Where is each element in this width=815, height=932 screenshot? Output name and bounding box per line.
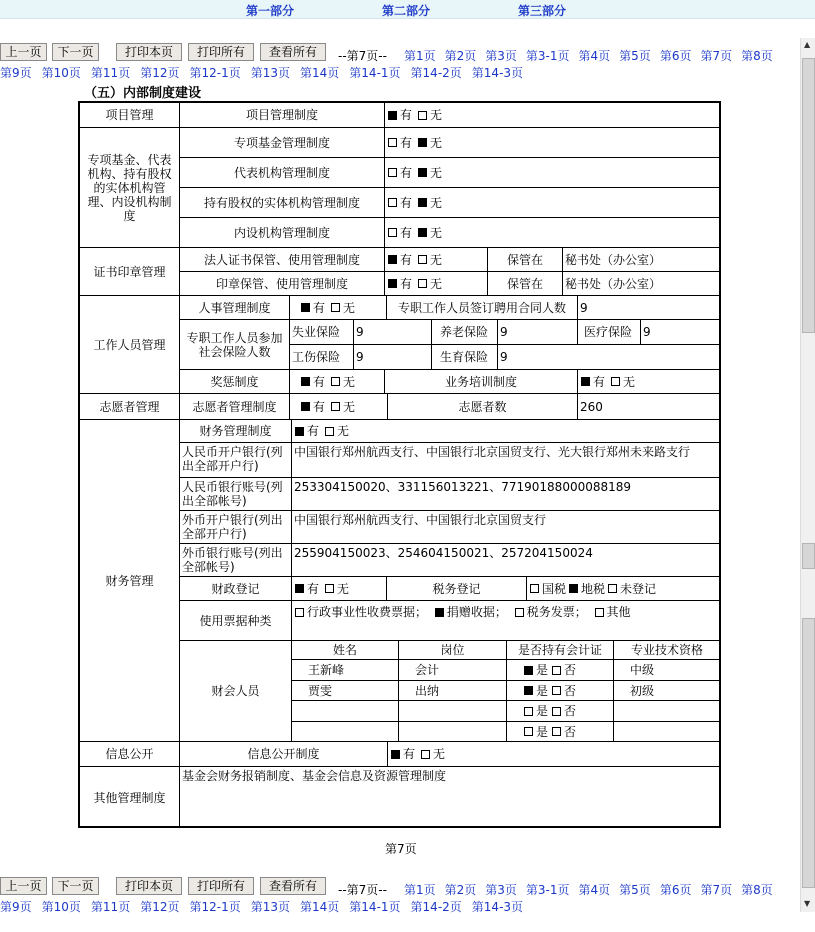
next-page-button[interactable]: 下一页 — [52, 43, 99, 61]
insurance-value: 9 — [498, 320, 578, 345]
item-cell: 持有股权的实体机构管理制度 — [180, 188, 385, 218]
radio-group — [292, 420, 721, 443]
item-cell: 奖惩制度 — [180, 370, 290, 394]
prev-page-button[interactable]: 上一页 — [0, 877, 47, 895]
page-link[interactable]: 第11页 — [90, 900, 131, 914]
no-label: 否 — [564, 663, 577, 677]
yes-label: 有 — [403, 747, 416, 761]
item-cell: 专项基金管理制度 — [180, 128, 385, 158]
guoshui-checkbox[interactable] — [530, 584, 539, 593]
item-cell: 财政登记 — [180, 577, 292, 601]
no-checkbox[interactable] — [552, 707, 561, 716]
volunteer-count-label: 志愿者数 — [388, 394, 578, 420]
yes-checkbox[interactable] — [524, 666, 533, 675]
page-footer: 第7页 — [385, 842, 417, 856]
page-link[interactable]: 第8页 — [741, 883, 773, 897]
yes-checkbox[interactable] — [581, 377, 590, 386]
yes-label: 有 — [400, 252, 413, 267]
current-page-label: --第7页-- — [338, 883, 387, 897]
other-receipt-checkbox[interactable] — [595, 608, 604, 617]
yes-label: 有 — [400, 165, 413, 180]
print-page-button[interactable]: 打印本页 — [116, 877, 182, 895]
rmb-account-label: 人民币银行账号(列出全部帐号) — [180, 478, 292, 511]
unregistered-checkbox[interactable] — [608, 584, 617, 593]
no-label: 无 — [430, 276, 443, 291]
insurance-type: 工伤保险 — [290, 345, 354, 370]
contract-label: 专职工作人员签订聘用合同人数 — [387, 296, 578, 320]
yes-checkbox[interactable] — [388, 228, 397, 237]
yes-label: 有 — [400, 225, 413, 240]
yes-label: 是 — [536, 683, 549, 698]
radio-group — [290, 370, 385, 394]
category-cell: 志愿者管理 — [80, 394, 180, 420]
admin-fee-receipt-checkbox[interactable] — [295, 608, 304, 617]
radio-group — [290, 296, 387, 320]
rmb-bank-value: 中国银行郑州航西支行、中国银行北京国贸支行、光大银行郑州未来路支行 — [292, 443, 721, 478]
yes-checkbox[interactable] — [524, 707, 533, 716]
yes-label: 是 — [536, 704, 549, 718]
page-link[interactable]: 第14页 — [300, 900, 340, 914]
radio-group — [385, 248, 488, 272]
yes-checkbox[interactable] — [388, 279, 397, 288]
no-checkbox[interactable] — [331, 377, 340, 386]
donation-receipt-label: 捐赠收据； — [446, 605, 507, 619]
table-header: 专业技术资格 — [614, 641, 721, 660]
page-link[interactable]: 第10页 — [41, 900, 81, 914]
page-link[interactable]: 第4页 — [578, 49, 611, 63]
page-link[interactable]: 第13页 — [250, 66, 291, 80]
page-link[interactable]: 第11页 — [90, 66, 131, 80]
yes-checkbox[interactable] — [388, 198, 397, 207]
no-checkbox[interactable] — [325, 427, 334, 436]
yes-checkbox[interactable] — [524, 727, 533, 736]
no-checkbox[interactable] — [418, 138, 427, 147]
other-receipt-label: 其他 — [606, 605, 631, 619]
fx-bank-value: 中国银行郑州航西支行、中国银行北京国贸支行 — [292, 511, 721, 544]
yes-label: 有 — [313, 300, 326, 315]
staff-position: 出纳 — [399, 681, 507, 701]
radio-group — [385, 128, 721, 158]
category-cell: 专项基金、代表机构、持有股权的实体机构管理、内设机构制度 — [80, 128, 180, 248]
no-checkbox[interactable] — [418, 168, 427, 177]
category-cell: 财务管理 — [80, 420, 180, 742]
category-cell: 证书印章管理 — [80, 248, 180, 296]
page-link[interactable]: 第7页 — [700, 883, 733, 897]
yes-label: 有 — [593, 374, 606, 389]
yes-checkbox[interactable] — [301, 377, 310, 386]
radio-group — [385, 188, 721, 218]
no-checkbox[interactable] — [418, 228, 427, 237]
no-checkbox[interactable] — [418, 279, 427, 288]
page-link[interactable]: 第3-1页 — [525, 883, 570, 897]
contract-count: 9 — [578, 296, 721, 320]
yes-label: 有 — [307, 424, 320, 438]
cert-radio-group — [507, 722, 614, 742]
print-page-button[interactable]: 打印本页 — [116, 43, 182, 61]
receipt-type-group — [292, 601, 721, 641]
insurance-value: 9 — [641, 320, 721, 345]
category-cell: 信息公开 — [80, 742, 180, 767]
page-link[interactable]: 第10页 — [41, 66, 81, 80]
location-value: 秘书处（办公室） — [563, 272, 721, 296]
page-link[interactable]: 第12页 — [140, 900, 180, 914]
staff-qualification: 初级 — [614, 681, 721, 701]
page-link[interactable]: 第6页 — [659, 883, 692, 897]
no-checkbox[interactable] — [552, 727, 561, 736]
staff-name — [292, 701, 399, 722]
page-link[interactable]: 第8页 — [741, 49, 773, 63]
no-label: 无 — [343, 399, 356, 414]
page-link[interactable]: 第12-1页 — [189, 900, 241, 914]
page-link[interactable]: 第1页 — [404, 49, 436, 63]
item-cell: 税务登记 — [387, 577, 527, 601]
no-label: 否 — [564, 704, 577, 718]
item-cell: 内设机构管理制度 — [180, 218, 385, 248]
scroll-track-upper[interactable] — [802, 58, 815, 333]
yes-checkbox[interactable] — [295, 584, 304, 593]
insurance-label: 专职工作人员参加社会保险人数 — [180, 320, 290, 370]
page-link[interactable]: 第2页 — [444, 883, 477, 897]
no-label: 无 — [430, 108, 443, 122]
tab-part-2[interactable]: 第二部分 — [382, 4, 431, 18]
radio-group — [578, 370, 721, 394]
no-checkbox[interactable] — [331, 303, 340, 312]
fx-bank-label: 外币开户银行(列出全部开户行) — [180, 511, 292, 544]
page-link[interactable]: 第14-3页 — [471, 66, 524, 80]
radio-group — [388, 742, 721, 767]
location-label: 保管在 — [488, 272, 563, 296]
page-link[interactable]: 第12-1页 — [189, 66, 241, 80]
no-checkbox[interactable] — [325, 584, 334, 593]
page-link[interactable]: 第3页 — [485, 883, 517, 897]
fx-account-label: 外币银行账号(列出全部帐号) — [180, 544, 292, 577]
item-cell: 志愿者管理制度 — [180, 394, 290, 420]
page-link[interactable]: 第12页 — [140, 66, 180, 80]
no-label: 无 — [337, 424, 350, 438]
staff-position — [399, 701, 507, 722]
view-all-button[interactable]: 查看所有 — [260, 877, 326, 895]
page-link[interactable]: 第14页 — [300, 66, 340, 80]
no-checkbox[interactable] — [552, 686, 561, 695]
no-checkbox[interactable] — [418, 198, 427, 207]
cert-radio-group — [507, 701, 614, 722]
insurance-value: 9 — [354, 345, 432, 370]
item-cell: 财会人员 — [180, 641, 292, 742]
no-checkbox[interactable] — [418, 255, 427, 264]
yes-checkbox[interactable] — [388, 255, 397, 264]
guoshui-label: 国税 — [542, 581, 567, 596]
staff-name — [292, 722, 399, 742]
page-links-row1 — [404, 881, 773, 898]
table-header: 岗位 — [399, 641, 507, 660]
rmb-bank-label: 人民币开户银行(列出全部开户行) — [180, 443, 292, 478]
yes-label: 有 — [400, 135, 413, 150]
no-checkbox[interactable] — [421, 750, 430, 759]
item-cell: 使用票据种类 — [180, 601, 292, 641]
scroll-track-lower[interactable] — [802, 618, 815, 888]
yes-label: 是 — [536, 663, 549, 677]
no-label: 无 — [433, 747, 446, 761]
fx-account-value: 255904150023、254604150021、257204150024 — [292, 544, 721, 577]
no-checkbox[interactable] — [331, 402, 340, 411]
top-nav-bar — [0, 0, 815, 19]
insurance-type: 失业保险 — [290, 320, 354, 345]
no-checkbox[interactable] — [611, 377, 620, 386]
page-link[interactable]: 第9页 — [0, 66, 32, 80]
location-label: 保管在 — [488, 248, 563, 272]
print-all-button[interactable]: 打印所有 — [188, 43, 254, 61]
radio-group — [292, 577, 387, 601]
staff-qualification: 中级 — [614, 660, 721, 681]
scroll-up-icon[interactable]: ▲ — [804, 40, 811, 49]
page-link[interactable]: 第14-1页 — [349, 66, 401, 80]
radio-group — [385, 103, 721, 128]
page-link[interactable]: 第9页 — [0, 900, 32, 914]
no-label: 否 — [564, 724, 577, 739]
radio-group — [290, 394, 388, 420]
donation-receipt-checkbox[interactable] — [435, 608, 444, 617]
yes-checkbox[interactable] — [391, 750, 400, 759]
radio-group — [385, 158, 721, 188]
page-link[interactable]: 第14-1页 — [349, 900, 401, 914]
yes-label: 有 — [313, 374, 326, 389]
item-cell: 财务管理制度 — [180, 420, 292, 443]
yes-checkbox[interactable] — [388, 138, 397, 147]
no-label: 无 — [430, 195, 443, 210]
item-cell: 法人证书保管、使用管理制度 — [180, 248, 385, 272]
admin-fee-receipt-label: 行政事业性收费票据； — [307, 605, 428, 619]
location-value: 秘书处（办公室） — [563, 248, 721, 272]
category-cell: 项目管理 — [80, 103, 180, 128]
page-link[interactable]: 第6页 — [659, 49, 692, 63]
tab-part-1[interactable]: 第一部分 — [246, 4, 295, 18]
yes-checkbox[interactable] — [295, 427, 304, 436]
staff-qualification — [614, 722, 721, 742]
dishui-checkbox[interactable] — [569, 584, 578, 593]
table-header: 姓名 — [292, 641, 399, 660]
no-label: 无 — [430, 165, 443, 180]
page-link[interactable]: 第14-2页 — [410, 900, 462, 914]
no-label: 无 — [430, 135, 443, 150]
yes-label: 是 — [536, 724, 549, 739]
item-cell: 信息公开制度 — [180, 742, 388, 767]
radio-group — [385, 272, 488, 296]
page-link[interactable]: 第14-2页 — [410, 66, 462, 80]
volunteer-count: 260 — [578, 394, 721, 420]
page-link[interactable]: 第14-3页 — [471, 900, 524, 914]
no-label: 无 — [430, 225, 443, 240]
staff-name: 王新峰 — [292, 660, 399, 681]
dishui-label: 地税 — [581, 581, 606, 596]
yes-label: 有 — [400, 195, 413, 210]
no-label: 无 — [343, 300, 356, 315]
insurance-type: 医疗保险 — [578, 320, 641, 345]
yes-label: 有 — [400, 108, 413, 122]
form-table — [78, 101, 721, 828]
page-link[interactable]: 第2页 — [444, 49, 477, 63]
item-cell: 代表机构管理制度 — [180, 158, 385, 188]
current-page-label: --第7页-- — [338, 49, 387, 63]
section-title: （五）内部制度建设 — [84, 86, 202, 101]
no-label: 无 — [623, 374, 636, 389]
no-label: 否 — [564, 683, 577, 698]
staff-name: 贾雯 — [292, 681, 399, 701]
page-links-row2 — [0, 64, 523, 81]
item-cell: 人事管理制度 — [180, 296, 290, 320]
unregistered-label: 未登记 — [620, 581, 657, 596]
view-all-button[interactable]: 查看所有 — [260, 43, 326, 61]
tax-invoice-checkbox[interactable] — [515, 608, 524, 617]
rmb-account-value: 253304150020、331156013221、77190188000088189 — [292, 478, 721, 511]
no-label: 无 — [430, 252, 443, 267]
page-link[interactable]: 第5页 — [619, 49, 651, 63]
no-label: 无 — [337, 581, 350, 596]
insurance-type: 生育保险 — [432, 345, 498, 370]
page-link[interactable]: 第5页 — [619, 883, 651, 897]
item-cell: 项目管理制度 — [180, 103, 385, 128]
tab-part-3[interactable]: 第三部分 — [518, 4, 567, 18]
radio-group — [385, 218, 721, 248]
yes-checkbox[interactable] — [301, 402, 310, 411]
page-links-row1 — [404, 47, 773, 64]
insurance-value: 9 — [354, 320, 432, 345]
cert-radio-group — [507, 660, 614, 681]
yes-checkbox[interactable] — [301, 303, 310, 312]
yes-label: 有 — [400, 276, 413, 291]
insurance-value: 9 — [498, 345, 721, 370]
print-all-button[interactable]: 打印所有 — [188, 877, 254, 895]
other-rules-text: 基金会财务报销制度、基金会信息及资源管理制度 — [182, 769, 447, 783]
page-link[interactable]: 第3-1页 — [525, 49, 570, 63]
table-header: 是否持有会计证 — [507, 641, 614, 660]
item-cell: 印章保管、使用管理制度 — [180, 272, 385, 296]
page-link[interactable]: 第13页 — [250, 900, 291, 914]
scroll-thumb[interactable] — [802, 543, 815, 569]
yes-checkbox[interactable] — [388, 111, 397, 120]
page-link[interactable]: 第3页 — [485, 49, 517, 63]
page-link[interactable]: 第4页 — [578, 883, 611, 897]
no-checkbox[interactable] — [552, 666, 561, 675]
next-page-button[interactable]: 下一页 — [52, 877, 99, 895]
category-cell: 工作人员管理 — [80, 296, 180, 394]
prev-page-button[interactable]: 上一页 — [0, 43, 47, 61]
no-checkbox[interactable] — [418, 111, 427, 120]
staff-position — [399, 722, 507, 742]
insurance-type: 养老保险 — [432, 320, 498, 345]
staff-position: 会计 — [399, 660, 507, 681]
page-link[interactable]: 第1页 — [404, 883, 436, 897]
yes-checkbox[interactable] — [388, 168, 397, 177]
staff-qualification — [614, 701, 721, 722]
tax-radio-group — [527, 577, 721, 601]
cert-radio-group — [507, 681, 614, 701]
no-label: 无 — [343, 374, 356, 389]
scroll-down-icon[interactable]: ▼ — [804, 899, 811, 908]
page-link[interactable]: 第7页 — [700, 49, 733, 63]
item-cell: 业务培训制度 — [385, 370, 578, 394]
category-cell: 其他管理制度 — [80, 767, 180, 828]
yes-label: 有 — [313, 399, 326, 414]
yes-label: 有 — [307, 581, 320, 596]
vertical-scrollbar[interactable] — [800, 38, 815, 912]
yes-checkbox[interactable] — [524, 686, 533, 695]
tax-invoice-label: 税务发票； — [526, 605, 587, 619]
page-links-row2 — [0, 898, 523, 915]
